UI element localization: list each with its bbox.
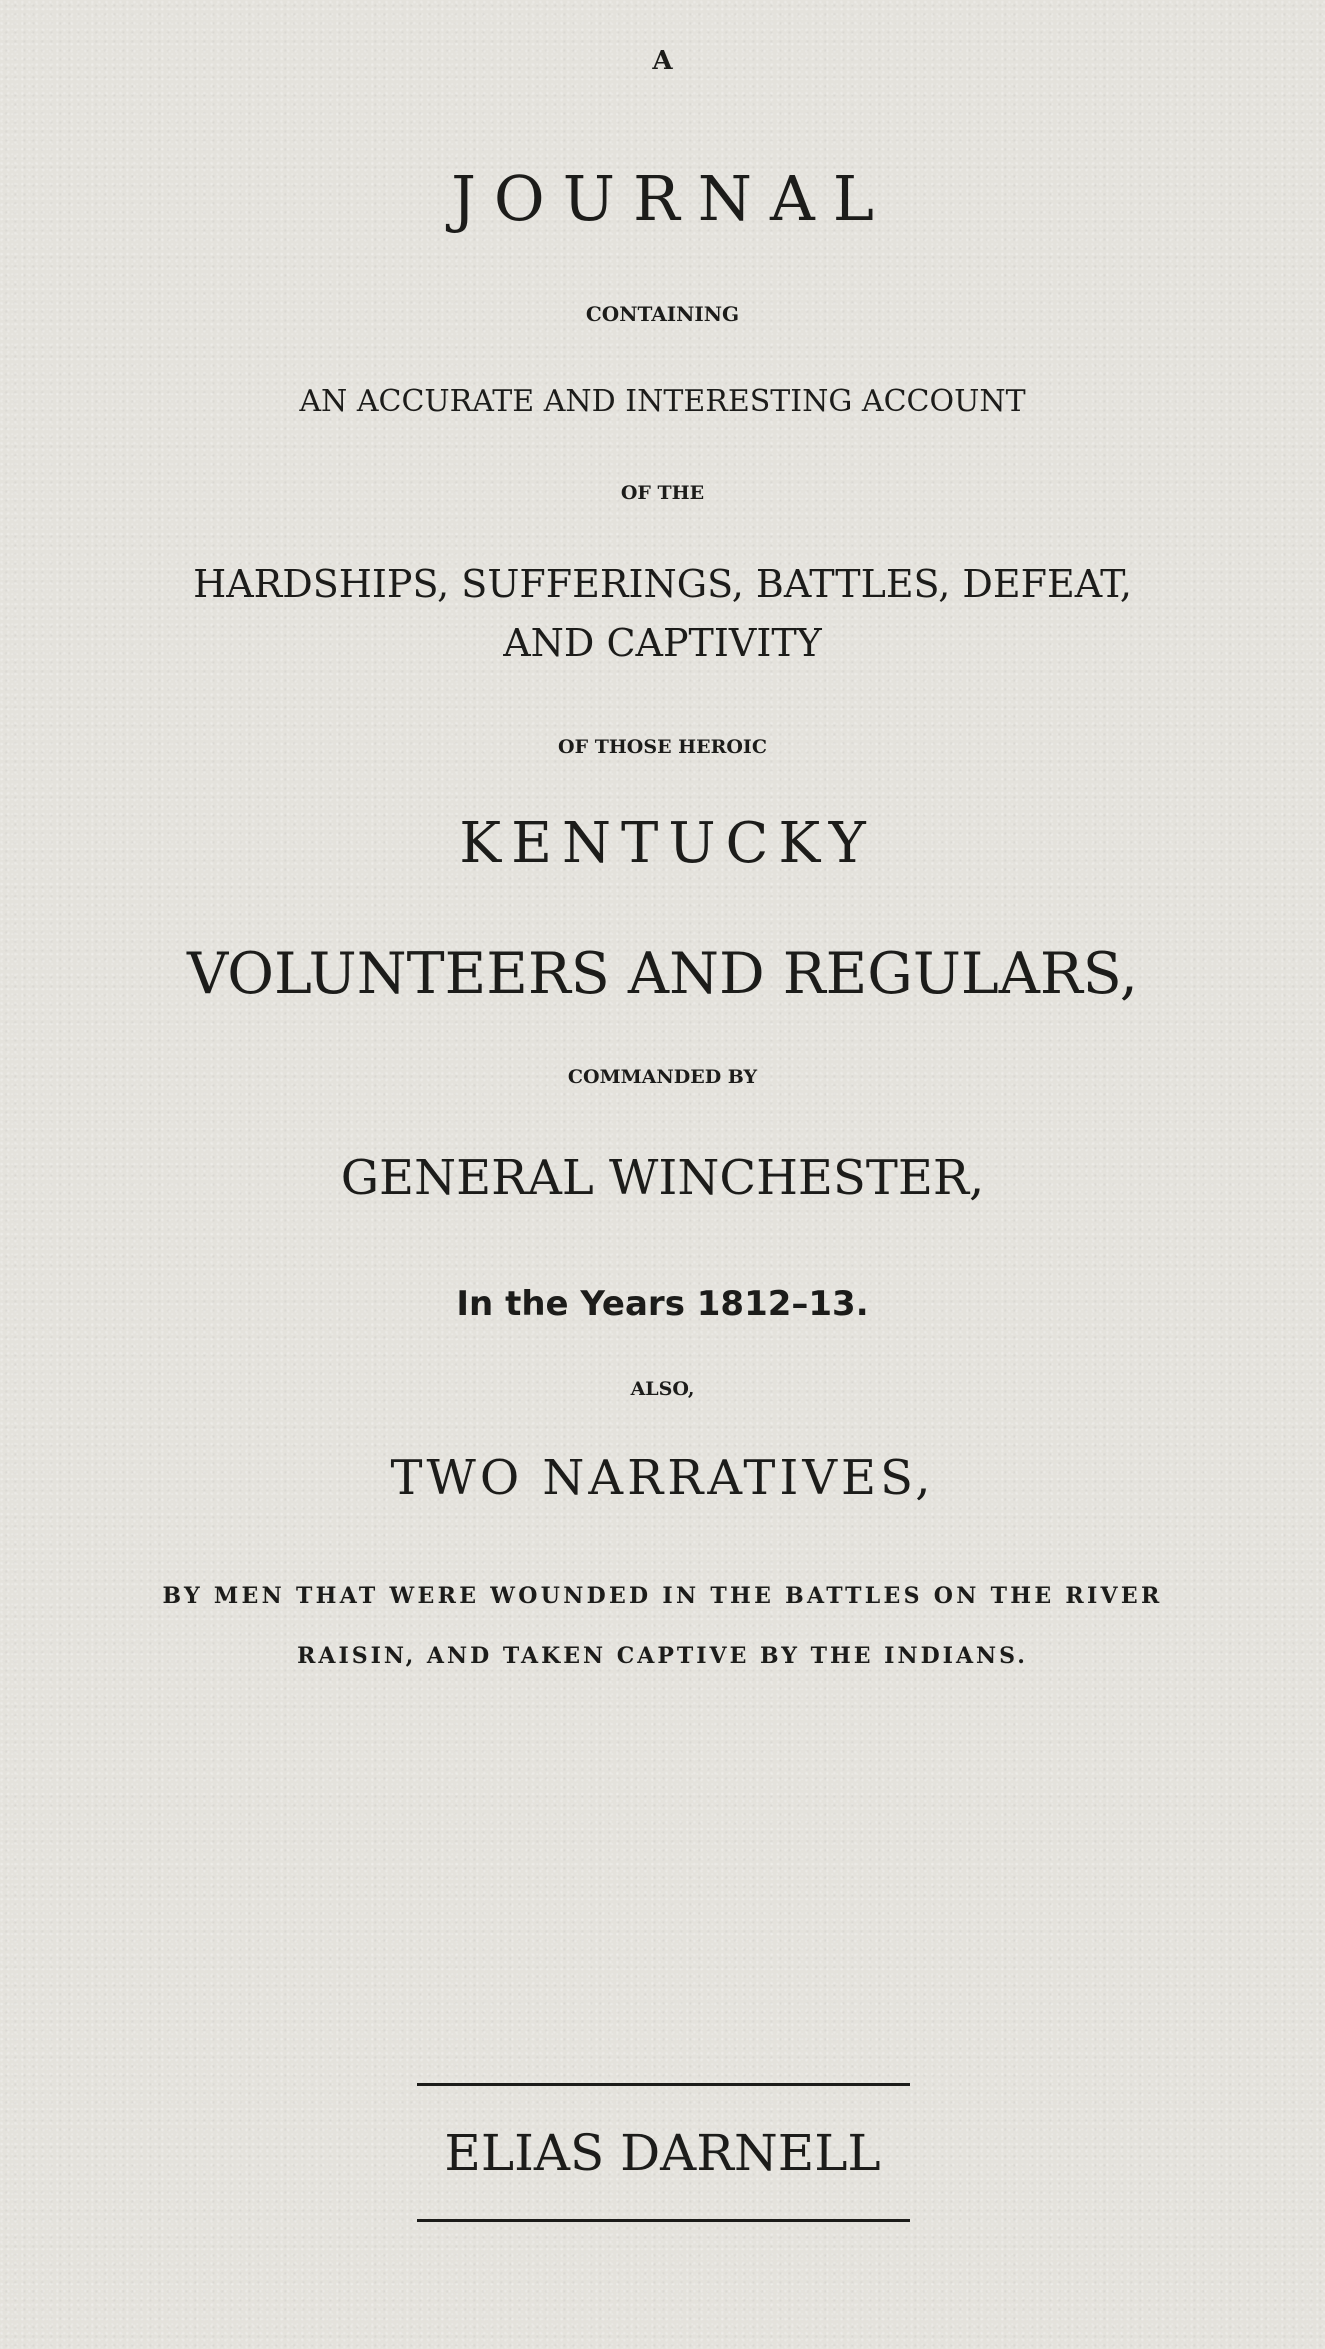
general-heading: GENERAL WINCHESTER,: [340, 1150, 985, 1206]
account-line: AN ACCURATE AND INTERESTING ACCOUNT: [299, 384, 1026, 419]
volunteers-heading: VOLUNTEERS AND REGULARS,: [187, 941, 1138, 1007]
containing-label: CONTAINING: [585, 302, 740, 326]
hardships-line-1: HARDSHIPS, SUFFERINGS, BATTLES, DEFEAT,: [193, 562, 1132, 606]
years-line: In the Years 1812–13.: [456, 1284, 869, 1324]
wounded-line-1: BY MEN THAT WERE WOUNDED IN THE BATTLES ON THE RIVER: [162, 1583, 1163, 1609]
author-rule-top: [417, 2083, 910, 2086]
narratives-heading: TWO NARRATIVES,: [390, 1450, 935, 1506]
author-rule-bottom: [417, 2219, 910, 2222]
hardships-line-2: AND CAPTIVITY: [503, 621, 822, 665]
article-a: A: [652, 46, 673, 76]
wounded-line-2: RAISIN, AND TAKEN CAPTIVE BY THE INDIANS.: [297, 1643, 1028, 1669]
of-those-heroic-label: OF THOSE HEROIC: [558, 736, 767, 758]
of-the-label: OF THE: [620, 482, 705, 504]
kentucky-heading: KENTUCKY: [459, 811, 876, 876]
author-name: ELIAS DARNELL: [444, 2124, 881, 2182]
commanded-by-label: COMMANDED BY: [567, 1066, 758, 1088]
also-label: ALSO,: [630, 1378, 695, 1400]
book-title: JOURNAL: [451, 162, 892, 235]
